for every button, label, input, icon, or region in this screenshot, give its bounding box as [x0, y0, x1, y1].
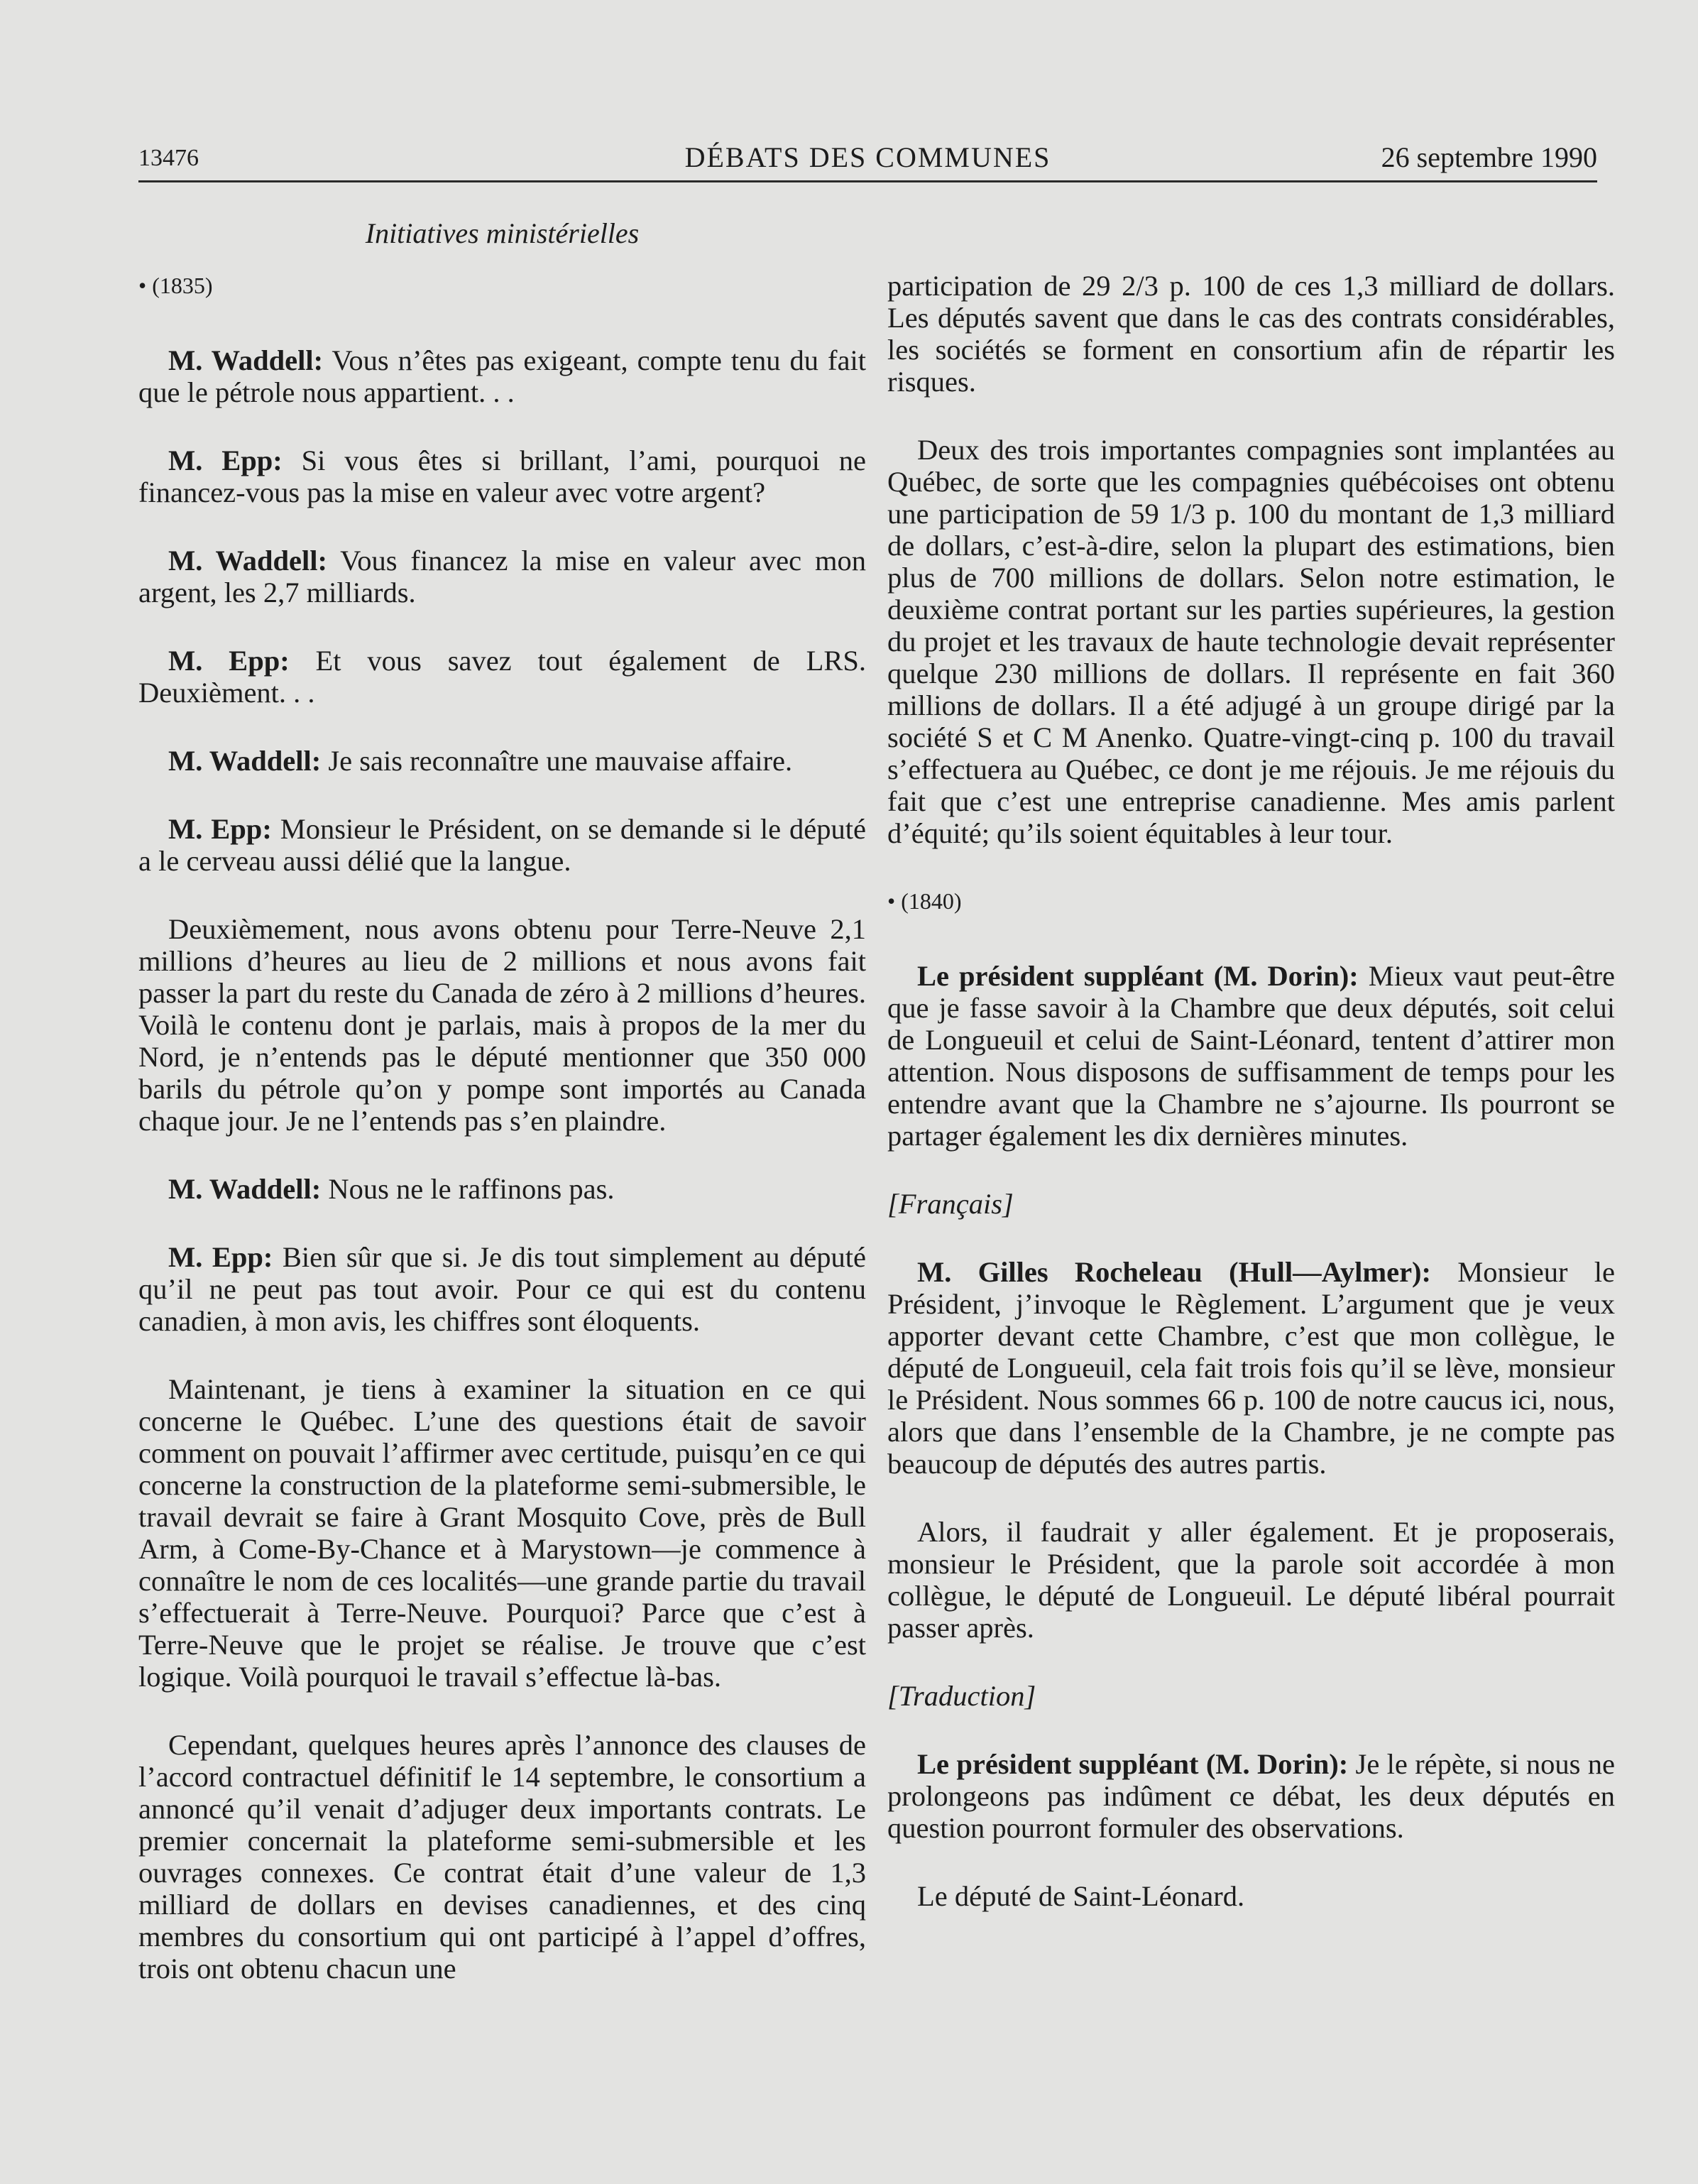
speech-text: Et vous savez tout également de LRS. Deuxièment. . .	[138, 645, 866, 709]
speaker-name: M. Waddell:	[168, 545, 328, 577]
speech-paragraph	[887, 1256, 1615, 1480]
speech-text: Je sais reconnaître une mauvaise affaire.	[321, 745, 793, 777]
speaker-name: M. Epp:	[168, 645, 290, 677]
publication-title: DÉBATS DES COMMUNES	[684, 141, 1051, 173]
speaker-name: M. Epp:	[168, 1241, 273, 1273]
speaker-name: Le président suppléant (M. Dorin):	[917, 1748, 1349, 1780]
speech-paragraph	[138, 1173, 866, 1205]
speech-paragraph	[138, 444, 866, 508]
speech-paragraph	[887, 1748, 1615, 1844]
speech-text: Monsieur le Président, on se demande si le député a le cerveau aussi délié que la langue.	[138, 813, 866, 877]
speech-paragraph: Le député de Saint-Léonard.	[917, 1880, 1245, 1912]
speech-text: Si vous êtes si brillant, l’ami, pourquoi ne financez-vous pas la mise en valeur avec votre argent?	[138, 444, 867, 508]
speaker-name: M. Gilles Rocheleau (Hull—Aylmer):	[917, 1256, 1432, 1288]
publication-date: 26 septembre 1990	[1381, 141, 1597, 173]
speech-paragraph	[138, 1373, 866, 1693]
page-number: 13476	[138, 145, 199, 171]
speech-text: Je le répète, si nous ne prolongeons pas indûment ce débat, les deux députés en question pourront formuler des observations.	[887, 1748, 1615, 1844]
speech-paragraph	[138, 344, 866, 408]
speech-paragraph	[138, 645, 866, 709]
speech-text: Monsieur le Président, j’invoque le Règlement. L’argument que je veux apporter devant cette Chambre, c’est que mon collègue, le député de Longueuil, cela fait trois fois qu’il se lève, monsieur le Président. Nous sommes 66 p. 100 de notre caucus ici, nous, alors que dans l’ensemble de la Chambre, je ne compte pas beaucoup de députés des autres partis.	[887, 1256, 1615, 1480]
speaker-name: M. Waddell:	[168, 745, 322, 777]
language-note: [Français]	[887, 1188, 1014, 1220]
speech-text: Maintenant, je tiens à examiner la situation en ce qui concerne le Québec. L’une des questions était de savoir comment on pouvait l’affirmer avec certitude, puisqu’en ce qui concerne la construction de la plateforme semi-submersible, le travail devrait se faire à Grant Mosquito Cove, près de Bull Arm, à Come-By-Chance et à Marystown—je commence à connaître le nom de ces localités—une grande partie du travail s’effectuerait à Terre-Neuve. Pourquoi? Parce que c’est à Terre-Neuve que le projet se réalise. Je trouve que c’est logique. Voilà pourquoi le travail s’effectue là-bas.	[138, 1373, 866, 1693]
speech-paragraph	[138, 913, 866, 1137]
right-column	[887, 270, 1615, 1948]
speech-paragraph	[138, 545, 866, 608]
speech-text: Mieux vaut peut-être que je fasse savoir à la Chambre que deux députés, soit celui de Longueuil et celui de Saint-Léonard, tentent d’attirer mon attention. Nous disposons de suffisamment de temps pour les entendre avant que la Chambre ne s’ajourne. Ils pourront se partager également les dix dernières minutes.	[887, 960, 1615, 1152]
speech-text: Bien sûr que si. Je dis tout simplement au député qu’il ne peut pas tout avoir. Pour ce qui est du contenu canadien, à mon avis, les chiffres sont éloquents.	[138, 1241, 866, 1337]
speaker-name: M. Waddell:	[168, 1173, 322, 1205]
speech-paragraph	[138, 1241, 866, 1337]
section-title: Initiatives ministérielles	[365, 217, 640, 249]
speech-paragraph	[138, 1729, 866, 1984]
speaker-name: Le président suppléant (M. Dorin):	[917, 960, 1359, 992]
continued-paragraph: participation de 29 2/3 p. 100 de ces 1,3 milliard de dollars. Les députés savent que dans le cas des contrats considérables, les sociétés se forment en consortium afin de répartir les risques.	[887, 270, 1615, 398]
speaker-name: M. Epp:	[168, 444, 283, 476]
page-header	[138, 141, 1597, 176]
speech-text: Vous financez la mise en valeur avec mon argent, les 2,7 milliards.	[138, 545, 867, 608]
speech-text: Deuxièmement, nous avons obtenu pour Terre-Neuve 2,1 millions d’heures au lieu de 2 millions et nous avons fait passer la part du reste du Canada de zéro à 2 millions d’heures. Voilà le contenu dont je parlais, mais à propos de la mer du Nord, je n’entends pas le député mentionner que 350 000 barils du pétrole qu’on y pompe sont importés au Canada chaque jour. Je ne l’entends pas s’en plaindre.	[138, 913, 866, 1137]
speech-text: Cependant, quelques heures après l’annonce des clauses de l’accord contractuel définitif le 14 septembre, le consortium a annoncé qu’il venait d’adjuger deux importants contrats. Le premier concernait la plateforme semi-submersible et les ouvrages connexes. Ce contrat était d’une valeur de 1,3 milliard de dollars en devises canadiennes, et des cinq membres du consortium qui ont participé à l’appel d’offres, trois ont obtenu chacun une	[138, 1729, 866, 1984]
header-rule	[138, 180, 1597, 182]
language-note: [Traduction]	[887, 1680, 1036, 1712]
speaker-name: M. Epp:	[168, 813, 272, 845]
left-column	[138, 270, 866, 2021]
speech-text: Vous n’êtes pas exigeant, compte tenu du fait que le pétrole nous appartient. . .	[138, 344, 866, 408]
speech-text: Nous ne le raffinons pas.	[321, 1173, 615, 1205]
speech-paragraph	[138, 745, 866, 777]
time-marker: • (1835)	[138, 273, 213, 298]
speech-paragraph: Deux des trois importantes compagnies sont implantées au Québec, de sorte que les compagnies québécoises ont obtenu une participation de 59 1/3 p. 100 du montant de 1,3 milliard de dollars, c’est-à-dire, selon la plupart des estimations, bien plus de 700 millions de dollars. Selon notre estimation, le deuxième contrat portant sur les parties supérieures, la gestion du projet et les travaux de haute technologie devait représenter quelque 230 millions de dollars. Il représente en fait 360 millions de dollars. Il a été adjugé à un groupe dirigé par la société S et C M Anenko. Quatre-vingt-cinq p. 100 du travail s’effectuera au Québec, ce dont je me réjouis. Je me réjouis du fait que c’est une entreprise canadienne. Mes amis parlent d’équité; qu’ils soient équitables à leur tour.	[887, 434, 1615, 849]
time-marker: • (1840)	[887, 888, 962, 914]
speech-paragraph: Alors, il faudrait y aller également. Et je proposerais, monsieur le Président, que la parole soit accordée à mon collègue, le député de Longueuil. Le député libéral pourrait passer après.	[887, 1516, 1615, 1644]
speaker-name: M. Waddell:	[168, 344, 324, 376]
speech-paragraph	[887, 960, 1615, 1152]
speech-paragraph	[138, 813, 866, 877]
